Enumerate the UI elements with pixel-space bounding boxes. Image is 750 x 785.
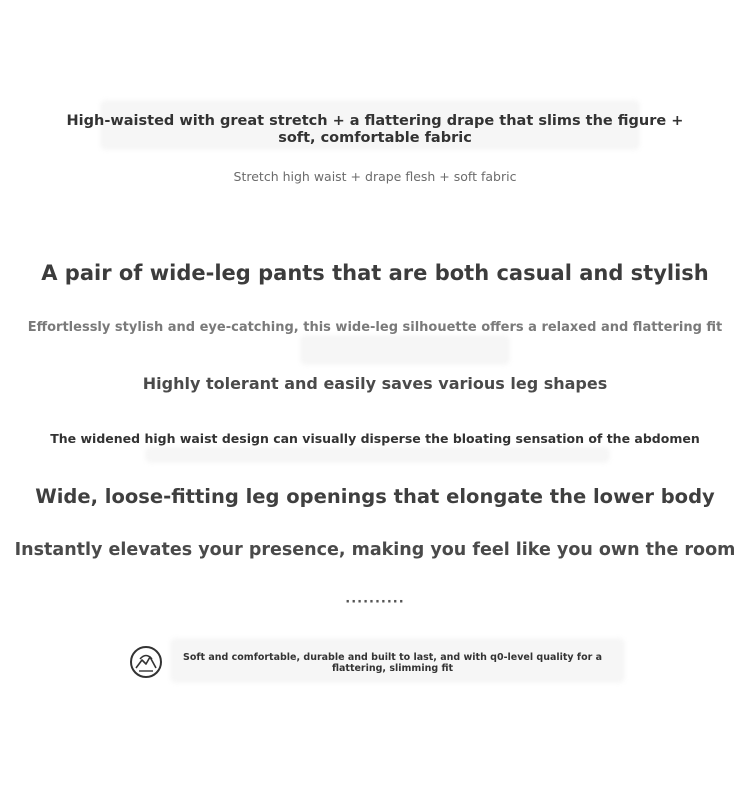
mountain-sun-icon [129,645,163,679]
detail-text: The widened high waist design can visually disperse the bloating sensation of the abdomen [50,431,700,446]
background-ghost-mid [300,335,510,365]
headline: A pair of wide-leg pants that are both casual and stylish [41,261,709,285]
intro-title: High-waisted with great stretch + a flattering drape that slims the figure + soft, comfortable fabric [66,113,684,146]
description: Effortlessly stylish and eye-catching, this wide-leg silhouette offers a relaxed and flattering fit [27,320,723,335]
sub-headline: Highly tolerant and easily saves various leg shapes [142,374,608,393]
feature-heading-2: Instantly elevates your presence, making you feel like you own the room [14,540,736,560]
badge-text: Soft and comfortable, durable and built to last, and with q0-level quality for a flattering, slimming fit [183,652,602,674]
dots-divider: ·········· [345,595,405,610]
intro-subtitle: Stretch high waist + drape flesh + soft fabric [233,169,517,184]
feature-heading-1: Wide, loose-fitting leg openings that elongate the lower body [35,485,715,508]
background-ghost-detail [145,447,610,463]
